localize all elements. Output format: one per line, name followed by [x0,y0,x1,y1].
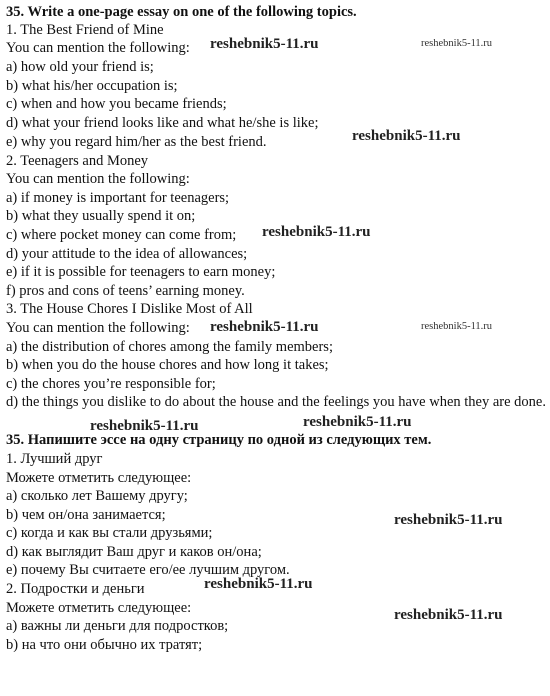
topic-3-item: c) the chores you’re responsible for; [6,376,216,392]
ru-topic-1-title: 1. Лучший друг [6,451,103,467]
ru-topic-1-item: d) как выглядит Ваш друг и каков он/она; [6,544,262,560]
watermark: reshebnik5-11.ru [210,319,319,335]
ru-topic-2-item: b) на что они обычно их тратят; [6,637,203,653]
ru-topic-2-intro: Можете отметить следующее: [6,600,192,616]
watermark: reshebnik5-11.ru [210,36,319,52]
watermark: reshebnik5-11.ru [421,38,493,49]
watermark: reshebnik5-11.ru [394,512,503,528]
ru-topic-1-item: b) чем он/она занимается; [6,507,166,523]
watermark: reshebnik5-11.ru [303,414,412,430]
ru-topic-1-item: e) почему Вы считаете его/ее лучшим другом. [6,562,290,578]
watermark: reshebnik5-11.ru [394,607,503,623]
topic-2-item: e) if it is possible for teenagers to earn money; [6,264,276,280]
topic-3-intro: You can mention the following: [6,320,190,336]
watermark: reshebnik5-11.ru [421,321,493,332]
ru-topic-1-intro: Можете отметить следующее: [6,470,192,486]
watermark: reshebnik5-11.ru [90,418,199,434]
topic-1-item: d) what your friend looks like and what he/she is like; [6,115,319,131]
topic-1-item: b) what his/her occupation is; [6,78,178,94]
topic-1-intro: You can mention the following: [6,40,190,56]
task-heading-ru: 35. Напишите эссе на одну страницу по одной из следующих тем. [6,432,432,448]
ru-topic-1-item: c) когда и как вы стали друзьями; [6,525,213,541]
topic-3-item: b) when you do the house chores and how long it takes; [6,357,329,373]
topic-1-title: 1. The Best Friend of Mine [6,22,164,38]
ru-topic-2-title: 2. Подростки и деньги [6,581,145,597]
topic-3-item: d) the things you dislike to do about the house and the feelings you have when they are done. [6,394,546,410]
topic-2-item: a) if money is important for teenagers; [6,190,230,206]
watermark: reshebnik5-11.ru [262,224,371,240]
topic-1-item: c) when and how you became friends; [6,96,227,112]
topic-2-item: d) your attitude to the idea of allowances; [6,246,248,262]
topic-1-item: e) why you regard him/her as the best friend. [6,134,267,150]
watermark: reshebnik5-11.ru [204,576,313,592]
ru-topic-1-item: a) сколько лет Вашему другу; [6,488,188,504]
watermark: reshebnik5-11.ru [352,128,461,144]
topic-2-title: 2. Teenagers and Money [6,153,149,169]
ru-topic-2-item: a) важны ли деньги для подростков; [6,618,229,634]
topic-2-item: c) where pocket money can come from; [6,227,237,243]
topic-2-intro: You can mention the following: [6,171,190,187]
task-heading-en: 35. Write a one-page essay on one of the following topics. [6,4,357,20]
topic-1-item: a) how old your friend is; [6,59,154,75]
topic-2-item: f) pros and cons of teens’ earning money. [6,283,245,299]
topic-2-item: b) what they usually spend it on; [6,208,196,224]
topic-3-title: 3. The House Chores I Dislike Most of All [6,301,253,317]
topic-3-item: a) the distribution of chores among the family members; [6,339,333,355]
